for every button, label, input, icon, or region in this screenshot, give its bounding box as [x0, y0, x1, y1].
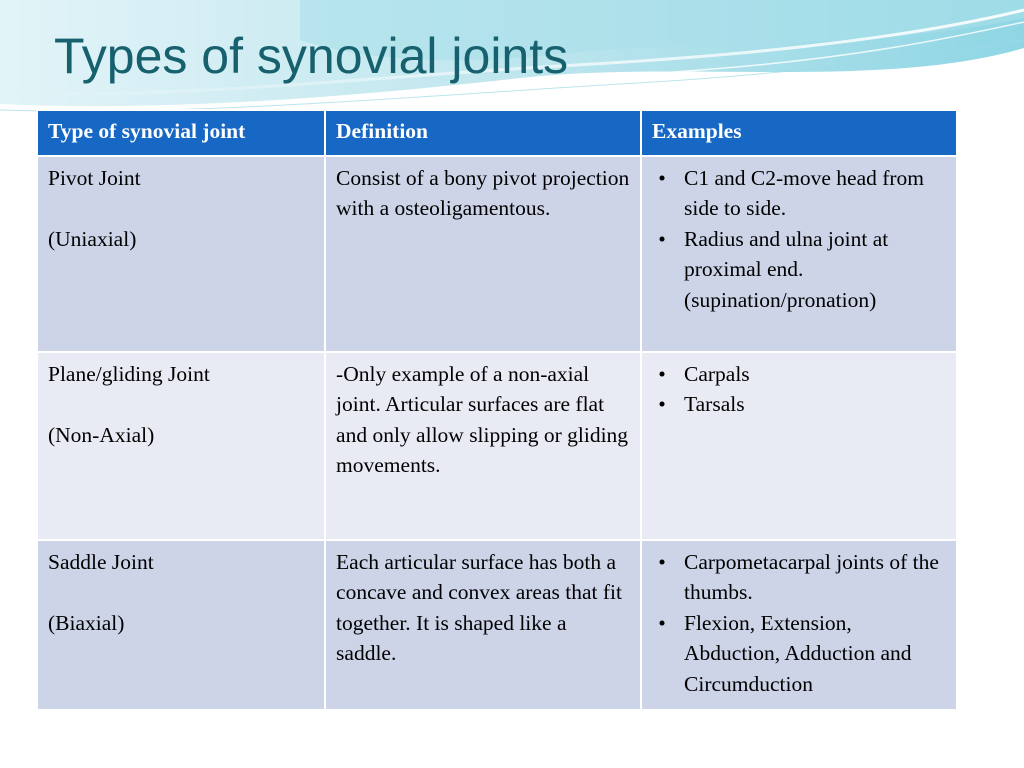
bullet-icon: •: [658, 165, 666, 190]
header-examples: Examples: [641, 110, 957, 156]
example-text: Flexion, Extension, Abduction, Adduction and Circumduction: [684, 610, 912, 696]
example-text: Tarsals: [684, 392, 745, 416]
examples-cell: [641, 352, 957, 540]
examples-cell: [641, 540, 957, 711]
list-item: [652, 163, 946, 224]
type-cell: [37, 352, 325, 540]
example-text: Carpometacarpal joints of the thumbs.: [684, 549, 939, 604]
bullet-icon: •: [658, 361, 666, 386]
list-item: [652, 608, 946, 700]
example-text: Radius and ulna joint at proximal end. (supination/pronation): [684, 226, 889, 312]
joints-table: [36, 109, 958, 711]
joint-axis: (Uniaxial): [48, 226, 137, 251]
joint-name: Saddle Joint: [48, 549, 154, 574]
definition-cell: -Only example of a non-axial joint. Articular surfaces are flat and only allow slipping or gliding movements.: [325, 352, 641, 540]
bullet-icon: •: [658, 392, 666, 416]
bullet-icon: •: [658, 226, 666, 251]
list-item: [652, 389, 946, 420]
bullet-icon: •: [658, 549, 666, 574]
examples-list: [652, 163, 946, 316]
example-text: Carpals: [684, 361, 750, 386]
type-cell: [37, 156, 325, 352]
slide-title: Types of synovial joints: [54, 28, 569, 84]
table-row: [37, 156, 957, 352]
joint-name: Plane/gliding Joint: [48, 361, 210, 386]
table-row: [37, 540, 957, 711]
table-row: [37, 352, 957, 540]
bullet-icon: •: [658, 610, 666, 635]
header-type: Type of synovial joint: [37, 110, 325, 156]
examples-list: [652, 359, 946, 420]
examples-list: [652, 547, 946, 700]
type-cell: [37, 540, 325, 711]
joint-axis: (Biaxial): [48, 610, 125, 635]
list-item: [652, 224, 946, 316]
example-text: C1 and C2-move head from side to side.: [684, 165, 925, 220]
table-header-row: [37, 110, 957, 156]
joint-axis: (Non-Axial): [48, 422, 155, 447]
definition-cell: Consist of a bony pivot projection with a osteoligamentous.: [325, 156, 641, 352]
list-item: [652, 359, 946, 390]
definition-cell: Each articular surface has both a concave and convex areas that fit together. It is shaped like a saddle.: [325, 540, 641, 711]
examples-cell: [641, 156, 957, 352]
list-item: [652, 547, 946, 608]
header-definition: Definition: [325, 110, 641, 156]
joint-name: Pivot Joint: [48, 165, 141, 190]
